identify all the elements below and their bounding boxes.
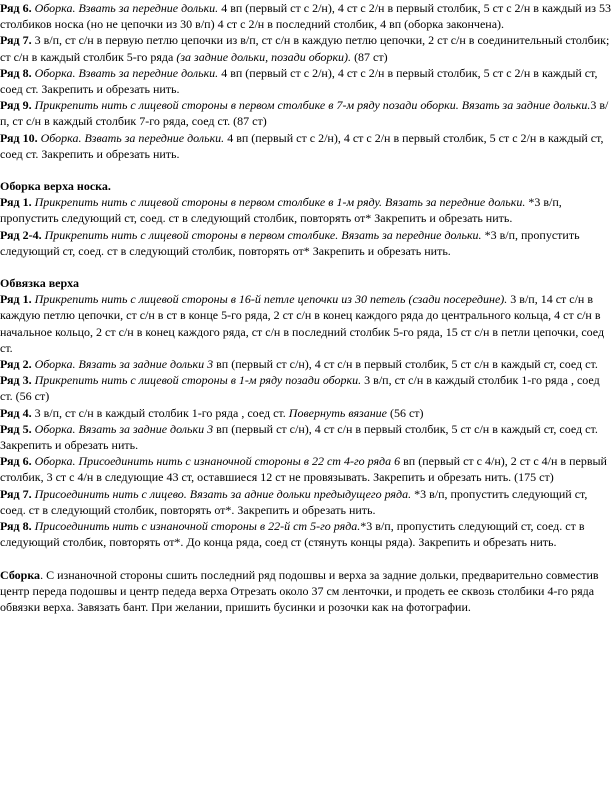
- row-italic-text: Прикрепить нить с лицевой стороны в 1-м ряду позади оборки.: [31, 373, 362, 388]
- row-label: Ряд 1.: [0, 195, 32, 210]
- row-text: (56 ст): [386, 405, 424, 420]
- row-text: вп (первый ст с/н), 4 ст с/н в первый столбик, 5 ст с/н в каждый ст, соед ст.: [213, 357, 598, 372]
- row-italic-text: Оборка. Вязать за задние дольки 3: [31, 357, 214, 372]
- row-label: Ряд 8.: [0, 65, 32, 80]
- instruction-row: [0, 97, 612, 129]
- row-text: *3 в/п, пропустить следующий ст, соед. ст в следующий столбик, повторять от* Закрепить и обрезать нить.: [0, 227, 580, 258]
- instruction-row: [0, 227, 612, 259]
- instruction-row: [0, 421, 612, 453]
- row-text: 4 вп (первый ст с 2/н), 4 ст с 2/н в первый столбик, 5 ст с 2/н в каждый из 53 столбиков носка (но не цепочки из 30 в/п) 4 ст с 2/н в последний столбик, 4 вп (оборка закончена).: [0, 1, 611, 32]
- row-text: 3 в/п, ст с/н в каждый столбик 1-го ряда , соед ст.: [31, 405, 289, 420]
- row-label: Ряд 8.: [0, 519, 32, 534]
- instruction-row: [0, 65, 612, 97]
- section-heading: Обвязка верха: [0, 276, 80, 291]
- row-italic-text: (за задние дольки, позади оборки).: [176, 49, 352, 64]
- section-gap: [0, 259, 612, 275]
- instruction-row: [0, 518, 612, 550]
- row-italic-text: Оборка. Взвать за передние дольки.: [31, 65, 219, 80]
- instruction-row: [0, 372, 612, 404]
- row-label: Ряд 9.: [0, 98, 32, 113]
- instruction-row: [0, 32, 612, 64]
- row-italic-text: Прикрепить нить с лицевой стороны в первом столбике. Вязать за передние дольки.: [41, 227, 482, 242]
- row-label: Ряд 1.: [0, 292, 32, 307]
- row-text: *3 в/п, пропустить следующий ст, соед. ст в следующий столбик, повторять от*. Закрепить и обрезать нить.: [0, 486, 588, 517]
- row-italic-text: Прикрепить нить с лицевой стороны в первом столбике в 7-м ряду позади оборки. Вязать за задние дольки.: [31, 98, 591, 113]
- row-text: 3 в/п, 14 ст с/н в каждую петлю цепочки, ст с/н в ст в конце 5-го ряда, 2 ст с/н в конец каждого ряда до центрального кольца, 4 ст с/н в начальное кольцо, 2 ст с/н в конец каждого ряда, ст с/н в последний столбик 5-го ряда, 15 ст с/н в петли цепочки, соед ст.: [0, 292, 605, 355]
- row-label: Ряд 6.: [0, 1, 32, 15]
- assembly-text: . С изнаночной стороны сшить последний ряд подошвы и верха за задние дольки, предварительно совместив центр переда подошвы и центр педеда верха Отрезать около 37 см ленточки, и продеть ее сквозь столбики 4-го ряда обвязки верха. Завязать бант. При желании, пришить бусинки и розочки как на фотографии.: [0, 567, 599, 614]
- row-italic-text: Оборка. Взвать за передние дольки.: [37, 130, 225, 145]
- row-label: Ряд 5.: [0, 421, 32, 436]
- instruction-row: [0, 194, 612, 226]
- row-label: Ряд 7.: [0, 33, 32, 48]
- instruction-row: [0, 0, 612, 32]
- row-italic-text: Прикрепить нить с лицевой стороны в первом столбике в 1-м ряду. Вязать за передние дольки.: [31, 195, 526, 210]
- row-label: Ряд 7.: [0, 486, 32, 501]
- instruction-row: [0, 405, 612, 421]
- row-text: 4 вп (первый ст с 2/н), 4 ст с 2/н в первый столбик, 5 ст с 2/н в каждый ст, соед ст. Закрепить и обрезать нить.: [0, 130, 604, 161]
- row-italic-text: Повернуть вязание: [288, 405, 387, 420]
- section-heading: Оборка верха носка.: [0, 179, 111, 194]
- row-label: Ряд 3.: [0, 373, 32, 388]
- row-italic-text: Оборка. Вязать за задние дольки 3: [31, 421, 214, 436]
- row-label: Ряд 2-4.: [0, 227, 42, 242]
- section-gap: [0, 162, 612, 178]
- row-italic-text: Присоединить нить с лицево. Вязать за адние дольки предыдущего ряда.: [31, 486, 412, 501]
- row-label: Ряд 2.: [0, 357, 32, 372]
- instruction-row: [0, 356, 612, 372]
- section-gap: [0, 551, 612, 567]
- row-italic-text: Прикрепить нить с лицевой стороны в 16-й петле цепочки из 30 петель (сзади посередине).: [31, 292, 508, 307]
- row-text: (87 ст): [351, 49, 388, 64]
- row-italic-text: Оборка. Взвать за передние дольки.: [31, 1, 219, 15]
- row-text: *3 в/п, пропустить следующий ст, соед. ст в следующий столбик, повторять от*. До конца ряда, соед ст (стянуть концы ряда). Закрепить и обрезать нить.: [0, 519, 585, 550]
- row-text: 4 вп (первый ст с 2/н), 4 ст с 2/н в первый столбик, 5 ст с 2/н в каждый ст, соед ст. Закрепить и обрезать нить.: [0, 65, 598, 97]
- instruction-row: [0, 453, 612, 485]
- row-label: Ряд 6.: [0, 454, 32, 469]
- row-italic-text: Оборка. Присоединить нить с изнаночной стороны в 22 ст 4-го ряда 6: [31, 454, 401, 469]
- row-text: 3 в/п, ст с/н в каждый столбик 7-го ряда, соед ст. (87 ст): [0, 98, 609, 129]
- row-text: *3 в/п, пропустить следующий ст, соед. ст в следующий столбик, повторять от* Закрепить и обрезать нить.: [0, 195, 562, 226]
- assembly-paragraph: [0, 567, 612, 616]
- instruction-row: [0, 291, 612, 356]
- instruction-row: [0, 486, 612, 518]
- assembly-label: Сборка: [0, 567, 41, 582]
- row-text: 3 в/п, ст с/н в первую петлю цепочки из в/п, ст с/н в каждую петлю цепочки, 2 ст с/н в соединительный столбик; ст с/н в каждый столбик 5-го ряда: [0, 33, 610, 64]
- row-italic-text: Присоединить нить с изнаночной стороны в 22-й ст 5-го ряда.: [31, 519, 361, 534]
- row-text: вп (первый ст с 4/н), 2 ст с 4/н в первый столбик, 3 ст с 4/н в следующие 43 ст, оставшиеся 12 ст не провязывать. Закрепить и обрезать нить. (175 ст): [0, 454, 607, 485]
- instruction-row: [0, 130, 612, 162]
- row-label: Ряд 10.: [0, 130, 38, 145]
- row-label: Ряд 4.: [0, 405, 32, 420]
- row-text: 3 в/п, ст с/н в каждый столбик 1-го ряда , соед ст. (56 ст): [0, 373, 600, 404]
- row-text: вп (первый ст с/н), 4 ст с/н в первый столбик, 5 ст с/н в каждый ст, соед ст. Закрепить и обрезать нить.: [0, 421, 598, 453]
